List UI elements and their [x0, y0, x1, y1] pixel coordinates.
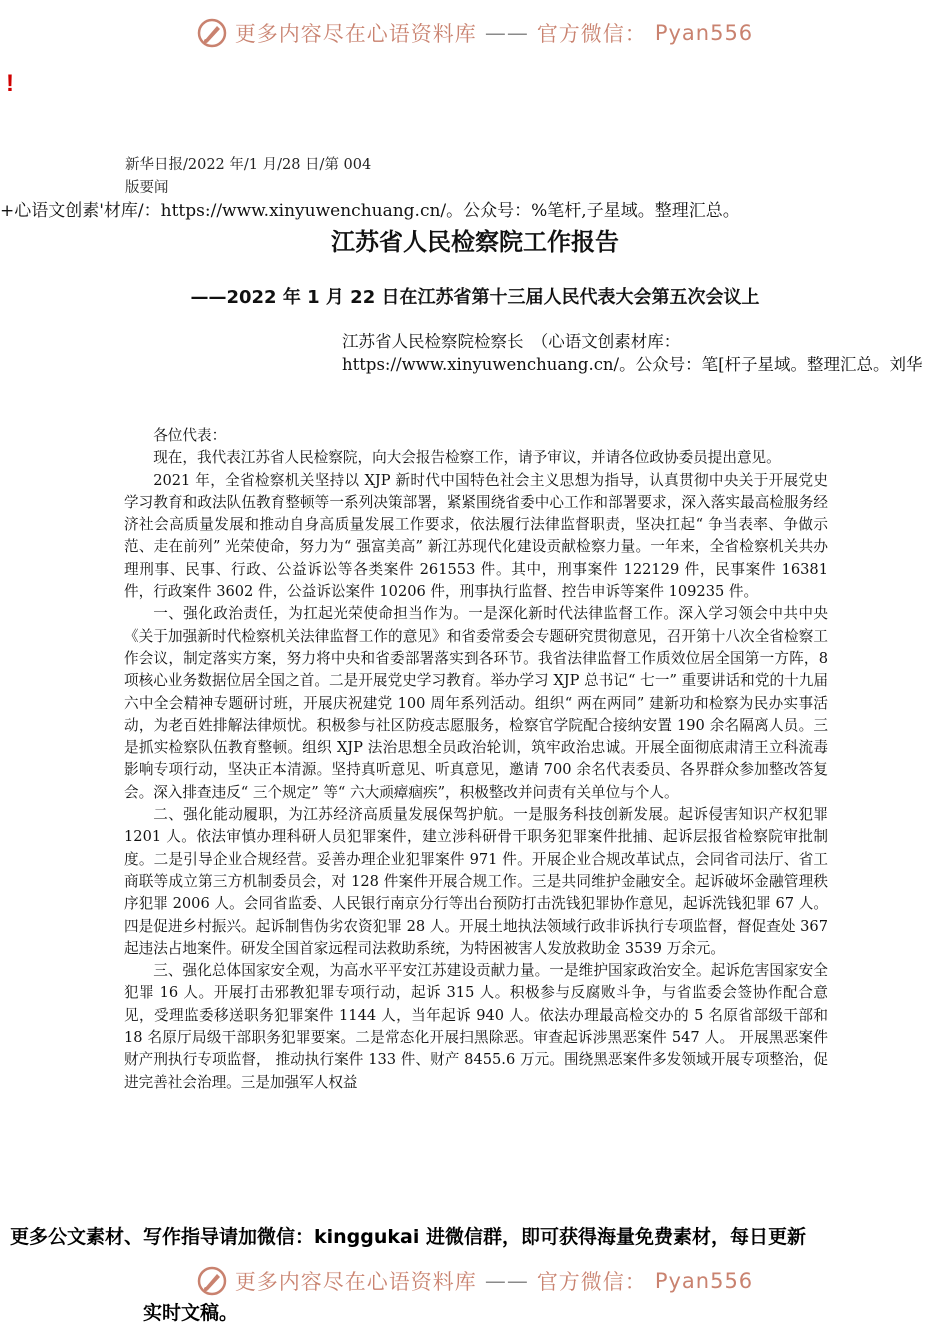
- alert-mark: !: [6, 70, 14, 97]
- pen-logo-icon: [197, 1266, 227, 1296]
- promo-line-2: 实时文稿。: [143, 1302, 239, 1324]
- paragraph-overview: 2021 年，全省检察机关坚持以 XJP 新时代中国特色社会主义思想为指导，认真贯彻中央关于开展党史学习教育和政法队伍教育整顿等一系列决策部署，紧紧围绕省委中心工作和部署要求，深入落实最高检服务经济社会高质量发展和推动自身高质量发展工作要求，依法履行法律监督职责，坚决扛起“ 争当表率、争做示范、走在前列” 光荣使命，努力为“ 强富美高” 新江苏现代化建设贡献检察力量。一年来，全省检察机关共办理刑事、民事、行政、公益诉讼等各类案件 261553 件。其中，刑事案件 122129 件，民事案件 16381 件，行政案件 3602 件，公益诉讼案件 10206 件，刑事执行监督、控告申诉等案件 109235 件。: [124, 471, 828, 601]
- newspaper-meta-line1: 新华日报/2022 年/1 月/28 日/第 004: [125, 157, 372, 173]
- pen-logo-icon: [197, 18, 227, 48]
- promo-line-1: 更多公文素材、写作指导请加微信：kinggukai 进微信群，即可获得海量免费素材，每日更新: [10, 1226, 806, 1248]
- watermark-site: 更多内容尽在心语资料库: [234, 1270, 477, 1294]
- paragraph-section-2: 二、强化能动履职，为江苏经济高质量发展保驾护航。一是服务科技创新发展。起诉侵害知识产权犯罪 1201 人。依法审慎办理科研人员犯罪案件，建立涉科研骨干职务犯罪案件批捕、起诉层报省检察院审批制度。二是引导企业合规经营。妥善办理企业犯罪案件 971 件。开展企业合规改革试点，会同省司法厅、省工商联等成立第三方机制委员会，对 128 件案件开展合规工作。三是共同维护金融安全。起诉破坏金融管理秩序犯罪 2006 人。会同省监委、人民银行南京分行等出台预防打击洗钱犯罪协作意见，起诉洗钱犯罪 67 人。四是促进乡村振兴。起诉制售伪劣农资犯罪 28 人。开展土地执法领域行政非诉执行专项监督，督促查处 367 起违法占地案件。研发全国首家远程司法救助系统，为特困被害人发放救助金 3539 万余元。: [124, 806, 828, 957]
- watermark-dash: ——: [484, 21, 529, 45]
- watermark-header: [0, 18, 950, 48]
- watermark-dash: ——: [484, 1269, 529, 1293]
- source-line: +心语文创素'材库/：https://www.xinyuwenchuang.cn/。公众号：%笔杆,子星域。整理汇总。: [0, 201, 740, 221]
- watermark-site: 更多内容尽在心语资料库: [234, 22, 477, 46]
- paragraph-intro: 现在，我代表江苏省人民检察院，向大会报告检察工作，请予审议，并请各位政协委员提出意见。: [153, 449, 781, 467]
- paragraph-section-3: 三、强化总体国家安全观，为高水平平安江苏建设贡献力量。一是维护国家政治安全。起诉危害国家安全犯罪 16 人。开展打击邪教犯罪专项行动，起诉 315 人。积极参与反腐败斗争，与省监委会签协作配合意见，受理监委移送职务犯罪案件 1144 人，当年起诉 940 人。依法办理最高检交办的 5 名原省部级干部和 18 名原厅局级干部职务犯罪要案。二是常态化开展扫黑除恶。审查起诉涉黑恶案件 547 人。 开展黑恶案件财产刑执行专项监督， 推动执行案件 133 件、财产 8455.6 万元。围绕黑恶案件多发领域开展专项整治，促进完善社会治理。三是加强军人权益: [124, 962, 828, 1091]
- report-body: [124, 425, 828, 1094]
- newspaper-meta-line2: 版要闻: [125, 180, 169, 196]
- report-subtitle: ——2022 年 1 月 22 日在江苏省第十三届人民代表大会第五次会议上: [190, 287, 760, 308]
- report-title: 江苏省人民检察院工作报告: [331, 228, 619, 256]
- watermark-footer: [0, 1266, 950, 1296]
- watermark-id: Pyan556: [654, 21, 754, 45]
- watermark-label: 官方微信：: [536, 22, 647, 46]
- author-block: 江苏省人民检察院检察长 （心语文创素材库：https://www.xinyuwenchuang.cn/。公众号：笔[杆子星域。整理汇总。刘华: [342, 332, 923, 374]
- watermark-label: 官方微信：: [536, 1270, 647, 1294]
- watermark-id: Pyan556: [654, 1269, 754, 1293]
- paragraph-salutation: 各位代表：: [153, 427, 227, 444]
- paragraph-section-1: 一、强化政治责任，为扛起光荣使命担当作为。一是深化新时代法律监督工作。深入学习领会中共中央《关于加强新时代检察机关法律监督工作的意见》和省委常委会专题研究贯彻意见，召开第十八次全省检察工作会议，制定落实方案，努力将中央和省委部署落实到各环节。我省法律监督工作质效位居全国第一方阵，8 项核心业务数据位居全国之首。二是开展党史学习教育。举办学习 XJP 总书记“ 七一” 重要讲话和党的十九届六中全会精神专题研讨班，开展庆祝建党 100 周年系列活动。组织“ 两在两同” 建新功和检察为民办实事活动，为老百姓排解法律烦忧。积极参与社区防疫志愿服务，检察官学院配合接纳安置 190 余名隔离人员。三是抓实检察队伍教育整顿。组织 XJP 法治思想全员政治轮训，筑牢政治忠诚。开展全面彻底肃清王立科流毒影响专项行动，坚决正本清源。坚持真听意见、听真意见，邀请 700 余名代表委员、各界群众参加整改答复会。深入排查违反“ 三个规定” 等“ 六大顽瘴痼疾”，积极整改并问责有关单位与个人。: [124, 605, 828, 801]
